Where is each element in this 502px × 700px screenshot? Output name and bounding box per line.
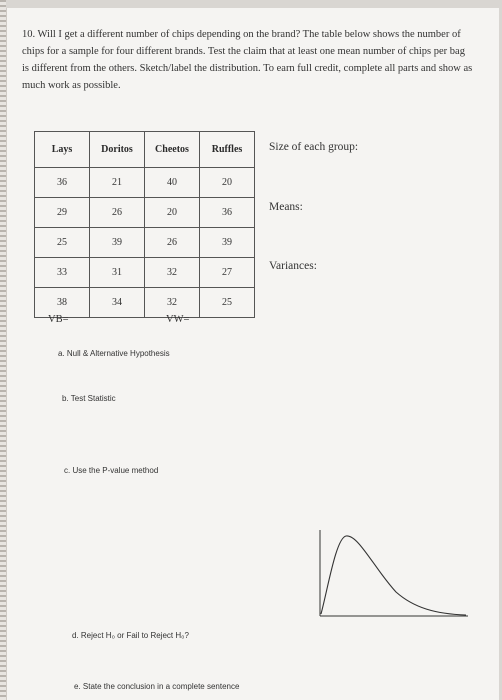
table-row: [35, 288, 255, 318]
vw-label: VW=: [166, 314, 190, 325]
f-distribution-sketch: [318, 528, 470, 620]
part-a-hypotheses: a. Null & Alternative Hypothesis: [58, 349, 170, 358]
table-cell: 27: [200, 258, 255, 288]
table-cell: 20: [145, 198, 200, 228]
header-lays: Lays: [35, 132, 90, 168]
chips-data-table: [34, 131, 255, 318]
part-d-decision: d. Reject H₀ or Fail to Reject H₀?: [72, 631, 189, 640]
group-size-label: Size of each group:: [269, 141, 359, 153]
table-cell: 25: [200, 288, 255, 318]
table-cell: 20: [200, 168, 255, 198]
table-cell: 29: [35, 198, 90, 228]
table-cell: 36: [35, 168, 90, 198]
table-row: [35, 168, 255, 198]
table-cell: 26: [145, 228, 200, 258]
table-cell: 32: [145, 258, 200, 288]
table-cell: 38: [35, 288, 90, 318]
header-ruffles: Ruffles: [200, 132, 255, 168]
part-e-conclusion: e. State the conclusion in a complete sentence: [74, 682, 240, 691]
table-cell: 32: [145, 288, 200, 318]
part-b-test-statistic: b. Test Statistic: [62, 394, 116, 403]
table-header-row: [35, 132, 255, 168]
table-cell: 39: [200, 228, 255, 258]
problem-statement: 10. Will I get a different number of chips depending on the brand? The table below shows the number of chips for a sample for four different brands. Test the claim that at least one mean number of chips per bag is different from the others. Sketch/label the distribution. To earn full credit, complete all parts and show as much work as possible.: [22, 29, 473, 91]
means-label: Means:: [269, 201, 303, 213]
part-c-p-value: c. Use the P-value method: [64, 466, 159, 475]
table-cell: 36: [200, 198, 255, 228]
table-row: [35, 228, 255, 258]
table-cell: 40: [145, 168, 200, 198]
table-cell: 26: [90, 198, 145, 228]
table-cell: 39: [90, 228, 145, 258]
header-doritos: Doritos: [90, 132, 145, 168]
header-cheetos: Cheetos: [145, 132, 200, 168]
table-cell: 31: [90, 258, 145, 288]
table-row: [35, 258, 255, 288]
table-cell: 33: [35, 258, 90, 288]
sketch-curve: [321, 536, 466, 615]
table-cell: 25: [35, 228, 90, 258]
table-cell: 34: [90, 288, 145, 318]
table-row: [35, 198, 255, 228]
table-cell: 21: [90, 168, 145, 198]
vb-label: VB=: [48, 314, 69, 325]
variances-label: Variances:: [269, 260, 317, 272]
